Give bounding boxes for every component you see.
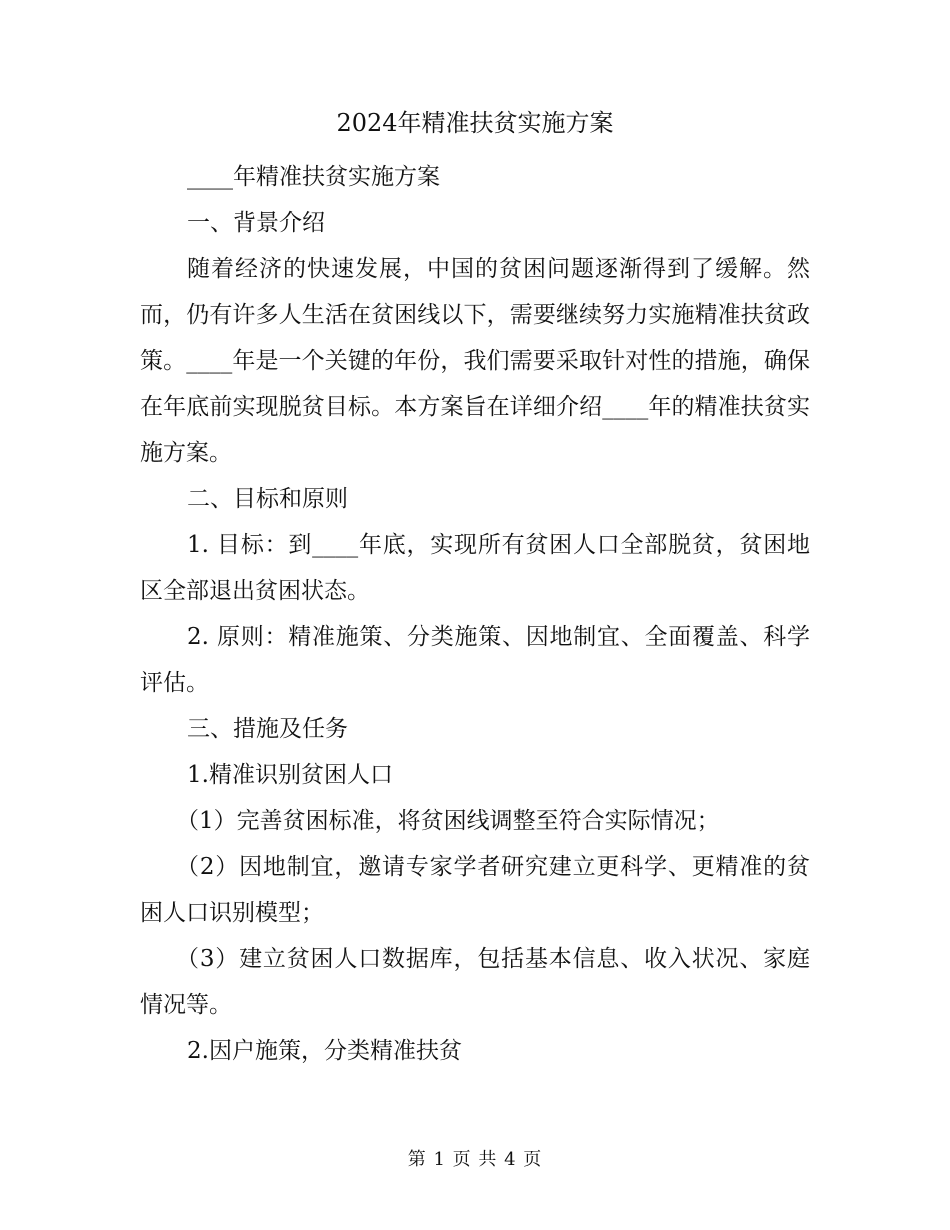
subheading-policy: 2.因户施策，分类精准扶贫 <box>187 1038 462 1064</box>
paragraph-principle: 2. 原则：精准施策、分类施策、因地制宜、全面覆盖、科学评估。 <box>140 624 810 696</box>
list-item-3: （3）建立贫困人口数据库，包括基本信息、收入状况、家庭情况等。 <box>140 946 810 1018</box>
section-heading-background: 一、背景介绍 <box>187 210 325 236</box>
subtitle-paragraph: ____年精准扶贫实施方案 <box>187 164 440 190</box>
paragraph-goal: 1. 目标：到____年底，实现所有贫困人口全部脱贫，贫困地区全部退出贫困状态。 <box>140 532 810 604</box>
list-item-1: （1）完善贫困标准，将贫困线调整至符合实际情况； <box>176 808 720 834</box>
subheading-identify: 1.精准识别贫困人口 <box>187 762 393 788</box>
paragraph-background: 随着经济的快速发展，中国的贫困问题逐渐得到了缓解。然而，仍有许多人生活在贫困线以下，需要继续努力实施精准扶贫政策。____年是一个关键的年份，我们需要采取针对性的措施，确保在年底前实现脱贫目标。本方案旨在详细介绍____年的精准扶贫实施方案。 <box>140 256 810 466</box>
document-title: 2024年精准扶贫实施方案 <box>336 109 614 137</box>
section-heading-measures: 三、措施及任务 <box>187 716 348 742</box>
page-footer: 第 1 页 共 4 页 <box>407 1149 543 1170</box>
list-item-2: （2）因地制宜，邀请专家学者研究建立更科学、更精准的贫困人口识别模型； <box>140 854 810 926</box>
document-body <box>140 154 810 1074</box>
section-heading-goals: 二、目标和原则 <box>187 486 348 512</box>
